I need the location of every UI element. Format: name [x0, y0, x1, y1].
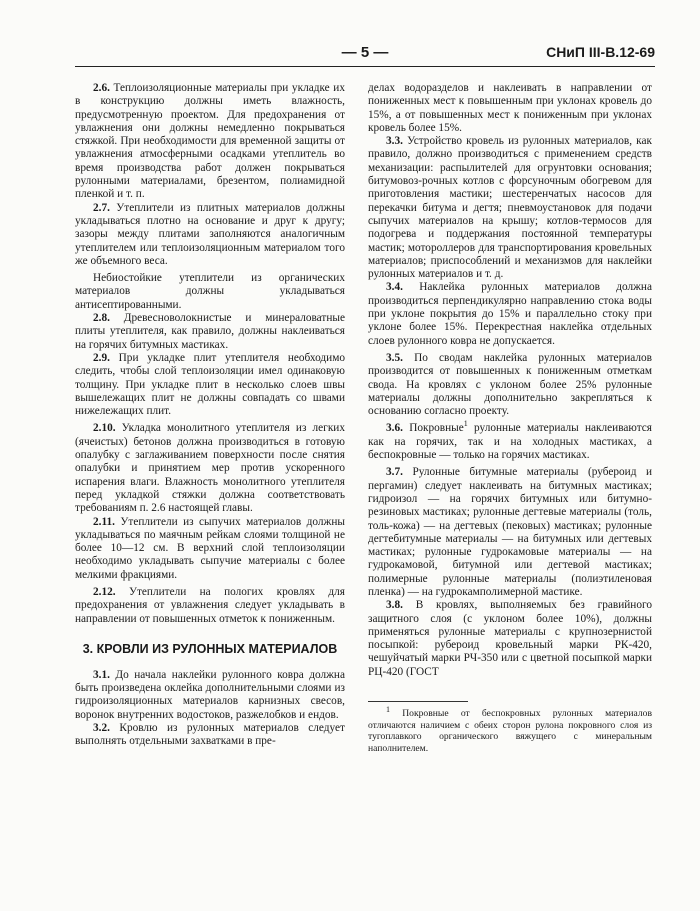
paragraph-3-4 [368, 281, 652, 347]
paragraph-2-7-cont: Небиостойкие утеплители из органических материалов должны укладываться антисептированными. [75, 272, 345, 311]
paragraph-text: Кровлю из рулонных материалов следует выполнять отдельными захватками в пре- [75, 722, 345, 748]
footnote-marker: 1 [386, 704, 390, 714]
paragraph-text: Покровные [402, 422, 464, 435]
paragraph-2-8 [75, 312, 345, 352]
page-header [75, 42, 655, 67]
clause-number: 2.12. [93, 585, 116, 598]
clause-number: 3.1. [93, 668, 110, 681]
footnote [368, 704, 652, 754]
paragraph-text: Рулонные битумные материалы (рубероид и пергамин) следует наклеивать на битумных мастиках; гидроизол — на горячих битумных или битумно-резиновых мастиках; рулонные дегтевые материалы (толь, толь-кожа) — на дегтевых (пековых) мастиках; рулонные дегтебитумные материалы — на битумных или дегтевых мастиках; рулонные гудрокамовые материалы — на гудрокамовой, битумной или дегтевой мастиках; полимерные рулонные материалы (полиэтиленовая пленка) — на гудрокамполимерной мастике. [368, 466, 652, 598]
paragraph-2-11 [75, 516, 345, 582]
footnote-divider [368, 701, 468, 702]
paragraph-text: Утеплители из плитных материалов должны укладываться плотно на основание и друг к другу; зазоры между плитами заполняются аналогичным утеплителем или теплоизоляционным материалом того же объемного веса. [75, 201, 345, 267]
clause-number: 3.6. [386, 422, 403, 435]
clause-number: 3.4. [386, 281, 403, 294]
paragraph-2-9 [75, 352, 345, 418]
paragraph-3-8 [368, 599, 652, 679]
section-title: 3. КРОВЛИ ИЗ РУЛОННЫХ МАТЕРИАЛОВ [82, 641, 338, 656]
paragraph-text: Утеплители из сыпучих материалов должны укладываться по маячным рейкам слоями толщиной не более 10—12 см. В верхний слой теплоизоляции необходимо укладывать сыпучие материалы с более мелкими фракциями. [75, 515, 345, 581]
paragraph-2-12 [75, 586, 345, 626]
footnote-marker: 1 [463, 419, 468, 429]
paragraph-text: рулонные материалы наклеиваются как на горячих, так и на холодных мастиках, а беспокровные — только на горячих мастиках. [368, 422, 653, 462]
paragraph-3-5 [368, 352, 652, 418]
paragraph-2-6 [75, 82, 345, 202]
paragraph-2-7 [75, 202, 345, 268]
paragraph-text: Укладка монолитного утеплителя из легких (ячеистых) бетонов должна производиться в готовую опалубку с заглаживанием поверхности после снятия опалубки и принятием мер против ускоренного испарения влаги. Влажность монолитного утеплителя перед укладкой стяжки должна соответствовать требованиям п. 2.6 настоящей главы. [75, 422, 345, 515]
clause-number: 2.9. [93, 351, 110, 364]
paragraph-text: По сводам наклейка рулонных материалов производится от повышенных к пониженным отметкам свода. На кровлях с уклоном более 25% рулонные материалы должны дополнительно закрепляться к основанию согласно проекту. [368, 351, 652, 418]
page-number: — 5 — [341, 44, 389, 61]
paragraph-text: Наклейка рулонных материалов должна производиться перпендикулярно направлению стока воды при уклоне покрытия до 15% и параллельно стоку при уклоне более 15%. Перекрестная наклейка отдельных слоев рулонного ковра не допускается. [368, 281, 652, 347]
right-column [368, 82, 652, 754]
paragraph-text: При укладке плит утеплителя необходимо следить, чтобы слой теплоизоляции имел одинаковую толщину. При укладке плит в несколько слоев швы вышележащих плит не должны совпадать со швами нижележащих плит. [75, 351, 345, 418]
paragraph-text: Древесноволокнистые и минераловатные плиты утеплителя, как правило, должны наклеиваться на горячих битумных мастиках. [75, 312, 345, 351]
paragraph-3-1 [75, 669, 345, 722]
clause-number: 2.11. [93, 515, 115, 528]
paragraph-3-2 [75, 722, 345, 749]
clause-number: 3.2. [93, 722, 110, 735]
paragraph-3-7 [368, 466, 652, 599]
footnote-text: Покровные от беспокровных рулонных материалов отличаются наличием с обеих сторон рулона покровного слоя из тугоплавкого органического вяжущего с минеральным наполнителем. [368, 708, 652, 754]
clause-number: 3.7. [386, 466, 403, 479]
clause-number: 3.8. [386, 599, 403, 612]
paragraph-3-3 [368, 135, 652, 281]
paragraph-text: Утеплители на пологих кровлях для предохранения от увлажнения следует укладывать в направлении от повышенных отметок к пониженным. [75, 585, 345, 625]
clause-number: 3.3. [386, 135, 403, 148]
paragraph-3-2-cont: делах водоразделов и наклеивать в направлении от пониженных мест к повышенным при уклонах кровель до 15%, а от повышенных мест к пониженным при уклонах кровель более 15%. [368, 82, 652, 134]
clause-number: 2.8. [93, 312, 110, 325]
paragraph-text: До начала наклейки рулонного ковра должна быть произведена оклейка дополнительными слоями из гидроизоляционных материалов карнизных свесов, воронок внутренних водостоков, разжелобков и ендов. [75, 668, 345, 721]
paragraph-2-10 [75, 422, 345, 515]
paragraph-text: В кровлях, выполняемых без гравийного защитного слоя (с уклоном более 10%), должны применяться рулонные материалы с крупнозернистой посыпкой: рубероид кровельный марки РК-420, чешуйчатый марки РЧ-350 или с цветной посыпкой марки РЦ-420 (ГОСТ [368, 599, 652, 678]
clause-number: 2.7. [93, 201, 110, 214]
paragraph-3-6 [368, 419, 653, 462]
paragraph-text: Устройство кровель из рулонных материалов, как правило, должно производиться с применением средств механизации: распылителей для огрунтовки основания; битумовоз-рочных котлов с форсуночным обогревом для приготовления мастики; шестеренчатых насосов для перекачки битума и дегтя; пневмоустановок для подачи сыпучих материалов на крышу; котлов-термосов для подогрева и поддержания постоянной температуры мастик; мотороллеров для транспортирования кровельных материалов; приспособлений и механизмов для наклейки рулонных материалов и т. д. [368, 135, 652, 281]
clause-number: 3.5. [386, 351, 403, 364]
clause-number: 2.6. [93, 82, 110, 94]
clause-number: 2.10. [93, 422, 116, 435]
paragraph-text: Теплоизоляционные материалы при укладке их в конструкцию должны иметь влажность, предусмотренную проектом. Для предохранения от увлажнения они должны немедленно покрываться стяжкой. При необходимости для временной защиты от увлажнения атмосферными осадками утеплитель во время производства работ должен покрываться рулонными материалами, брезентом, полиамидной пленкой и т. п. [75, 82, 345, 201]
left-column [75, 82, 345, 749]
document-code: СНиП III-В.12-69 [546, 44, 655, 60]
